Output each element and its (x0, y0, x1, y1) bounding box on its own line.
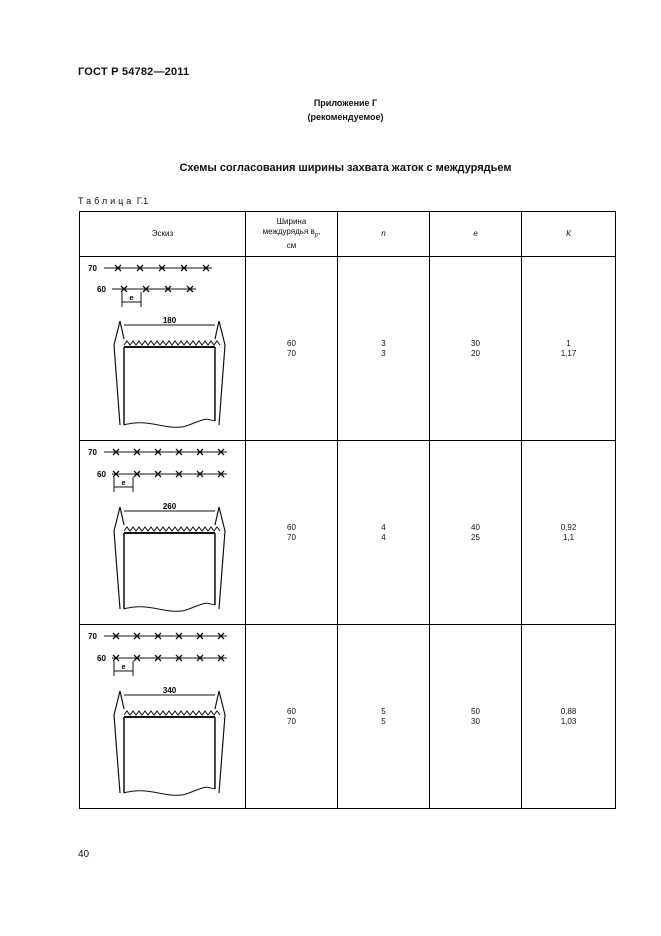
n-cell (338, 257, 430, 441)
e-cell (430, 257, 522, 441)
table-row (80, 441, 616, 625)
n-value: 5 (381, 716, 386, 726)
appendix-title: Приложение Г (313, 98, 378, 108)
k-value: 0,92 (560, 522, 577, 532)
sketch-cell (80, 625, 246, 809)
k-cell (522, 625, 616, 809)
sketch-cell (80, 441, 246, 625)
e-value: 40 (471, 522, 480, 532)
right-divider (215, 691, 225, 793)
row-spacing-label: 60 (97, 470, 106, 479)
header-k: К (522, 212, 616, 257)
table-row (80, 625, 616, 809)
e-value: 30 (471, 716, 480, 726)
right-divider (215, 507, 225, 609)
row-spacing-label: 60 (97, 654, 106, 663)
e-cell (430, 625, 522, 809)
n-value: 5 (381, 706, 386, 716)
document-code: ГОСТ Р 54782—2011 (78, 66, 190, 78)
header-sketch-diagram (80, 441, 246, 624)
appendix-heading (0, 96, 661, 124)
width-value: 60 (287, 338, 296, 348)
header-sketch: Эскиз (80, 212, 246, 257)
k-cell (522, 441, 616, 625)
width-value: 60 (287, 706, 296, 716)
k-value: 0,88 (560, 706, 577, 716)
n-value: 4 (381, 522, 386, 532)
header-width-line2 (246, 227, 337, 241)
header-n: n (338, 212, 430, 257)
n-value: 4 (381, 532, 386, 542)
row-spacing-label: 70 (88, 264, 97, 273)
header-width-unit: см (286, 240, 297, 250)
break-line (124, 603, 215, 611)
width-value: 60 (287, 522, 296, 532)
k-cell (522, 257, 616, 441)
width-value: 70 (287, 348, 296, 358)
width-cell (246, 257, 338, 441)
row-spacing-label: 70 (88, 632, 97, 641)
header-width-text: междурядья в (262, 227, 315, 237)
header-sketch-diagram (80, 257, 246, 440)
data-table (79, 211, 616, 809)
n-value: 3 (381, 338, 386, 348)
knife-teeth (124, 527, 220, 531)
k-value: 1 (566, 338, 571, 348)
table-label-prefix: Таблица (78, 196, 135, 206)
table-header-row (80, 212, 616, 257)
k-value: 1,1 (562, 532, 575, 542)
table-label (78, 196, 148, 206)
knife-teeth (124, 341, 220, 345)
header-e: е (430, 212, 522, 257)
header-width-label: 180 (162, 316, 177, 325)
header-row-width (246, 212, 338, 257)
row-spacing-label: 60 (97, 285, 106, 294)
k-value: 1,17 (560, 348, 577, 358)
e-dimension-label: е (129, 295, 134, 302)
e-value: 25 (471, 532, 480, 542)
header-width-label: 260 (162, 502, 177, 511)
left-divider (114, 321, 124, 425)
header-width-line1: Ширина (276, 217, 307, 227)
e-value: 30 (471, 338, 480, 348)
right-divider (215, 321, 225, 425)
left-divider (114, 691, 124, 793)
header-width-comma: , (318, 227, 321, 237)
e-cell (430, 441, 522, 625)
e-dimension-label: е (121, 480, 126, 487)
n-value: 3 (381, 348, 386, 358)
width-cell (246, 625, 338, 809)
appendix-subtitle: (рекомендуемое) (307, 112, 384, 122)
table-label-number: Г.1 (136, 196, 149, 206)
break-line (124, 787, 215, 795)
header-width-label: 340 (162, 686, 177, 695)
header-sketch-diagram (80, 625, 246, 808)
header-width-subscript: р (314, 232, 319, 239)
k-value: 1,03 (560, 716, 577, 726)
e-value: 50 (471, 706, 480, 716)
sketch-cell (80, 257, 246, 441)
e-dimension-label: е (121, 664, 126, 671)
width-value: 70 (287, 532, 296, 542)
page-number: 40 (78, 849, 90, 860)
knife-teeth (124, 711, 220, 715)
n-cell (338, 441, 430, 625)
row-spacing-label: 70 (88, 448, 97, 457)
e-value: 20 (471, 348, 480, 358)
break-line (124, 419, 215, 427)
section-title: Схемы согласования ширины захвата жаток с междурядьем (179, 162, 512, 174)
width-cell (246, 441, 338, 625)
n-cell (338, 625, 430, 809)
width-value: 70 (287, 716, 296, 726)
left-divider (114, 507, 124, 609)
table-row (80, 257, 616, 441)
